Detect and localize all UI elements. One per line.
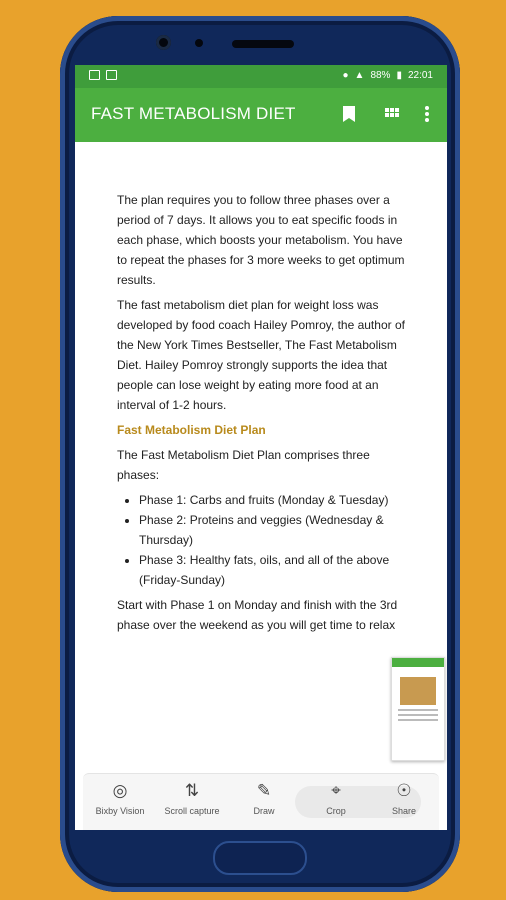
battery-icon: ▮: [396, 70, 402, 81]
scroll-capture-icon: ⇅: [184, 781, 200, 800]
article-content: [117, 190, 407, 640]
phase-list: [117, 490, 407, 590]
app-bar: [75, 88, 447, 142]
scroll-capture-button[interactable]: [157, 780, 227, 816]
earpiece: [232, 40, 294, 48]
file-notification-icon: [106, 70, 117, 80]
scroll-capture-label: Scroll capture: [164, 806, 220, 816]
list-item: • Phase 1: Carbs and fruits (Monday & Tuesday): [139, 490, 407, 510]
crop-label: Crop: [326, 806, 346, 816]
section-heading: Fast Metabolism Diet Plan: [117, 423, 266, 437]
wifi-icon: ●: [342, 70, 349, 81]
proximity-sensor: [195, 39, 203, 47]
paragraph: Start with Phase 1 on Monday and finish with the 3rd phase over the weekend as you will get time to relax: [117, 598, 398, 632]
share-button[interactable]: [369, 780, 439, 816]
app-title: FAST METABOLISM DIET: [91, 104, 296, 123]
eye-icon: ◎: [112, 781, 128, 800]
thumbnail-header: [392, 658, 444, 667]
grid-icon[interactable]: [384, 105, 400, 123]
bixby-vision-button[interactable]: [85, 780, 155, 816]
bookmark-icon[interactable]: [341, 105, 357, 123]
image-notification-icon: [89, 70, 100, 80]
screen: [75, 65, 447, 830]
crop-icon: ⌖: [331, 781, 341, 800]
list-item: • Phase 3: Healthy fats, oils, and all of the above (Friday-Sunday): [139, 550, 407, 590]
crop-button[interactable]: [301, 780, 371, 816]
draw-button[interactable]: [229, 780, 299, 816]
thumbnail-line: [398, 709, 438, 711]
status-bar: [75, 65, 447, 88]
thumbnail-image: [400, 677, 436, 705]
screenshot-toolbar: [83, 773, 439, 830]
paragraph: The plan requires you to follow three phases over a period of 7 days. It allows you to eat specific foods in each phase, which boosts your metabolism. You have to repeat the phases for 3 more weeks to get optimum results.: [117, 193, 405, 287]
list-item: • Phase 2: Proteins and veggies (Wednesday & Thursday): [139, 510, 407, 550]
thumbnail-line: [398, 719, 438, 721]
thumbnail-line: [398, 714, 438, 716]
more-options-icon[interactable]: [423, 105, 431, 123]
screenshot-thumbnail[interactable]: [391, 657, 445, 761]
home-button[interactable]: [213, 841, 307, 875]
paragraph: The Fast Metabolism Diet Plan comprises three phases:: [117, 448, 370, 482]
front-camera: [156, 35, 171, 50]
bixby-vision-label: Bixby Vision: [95, 806, 145, 816]
clock: 22:01: [407, 70, 433, 81]
share-label: Share: [391, 806, 417, 816]
share-icon: ☉: [396, 781, 412, 800]
signal-icon: ▲: [354, 70, 365, 81]
draw-label: Draw: [253, 806, 275, 816]
battery-percent: 88%: [370, 70, 391, 81]
notification-icons: [89, 70, 117, 80]
pen-icon: ✎: [256, 781, 272, 800]
paragraph: The fast metabolism diet plan for weight loss was developed by food coach Hailey Pomroy, the author of the New York Times Bestseller, The Fast Metabolism Diet. Hailey Pomroy strongly supports the idea that people can lose weight by eating more food at an interval of 1-2 hours.: [117, 298, 405, 412]
system-icons: [342, 70, 433, 81]
